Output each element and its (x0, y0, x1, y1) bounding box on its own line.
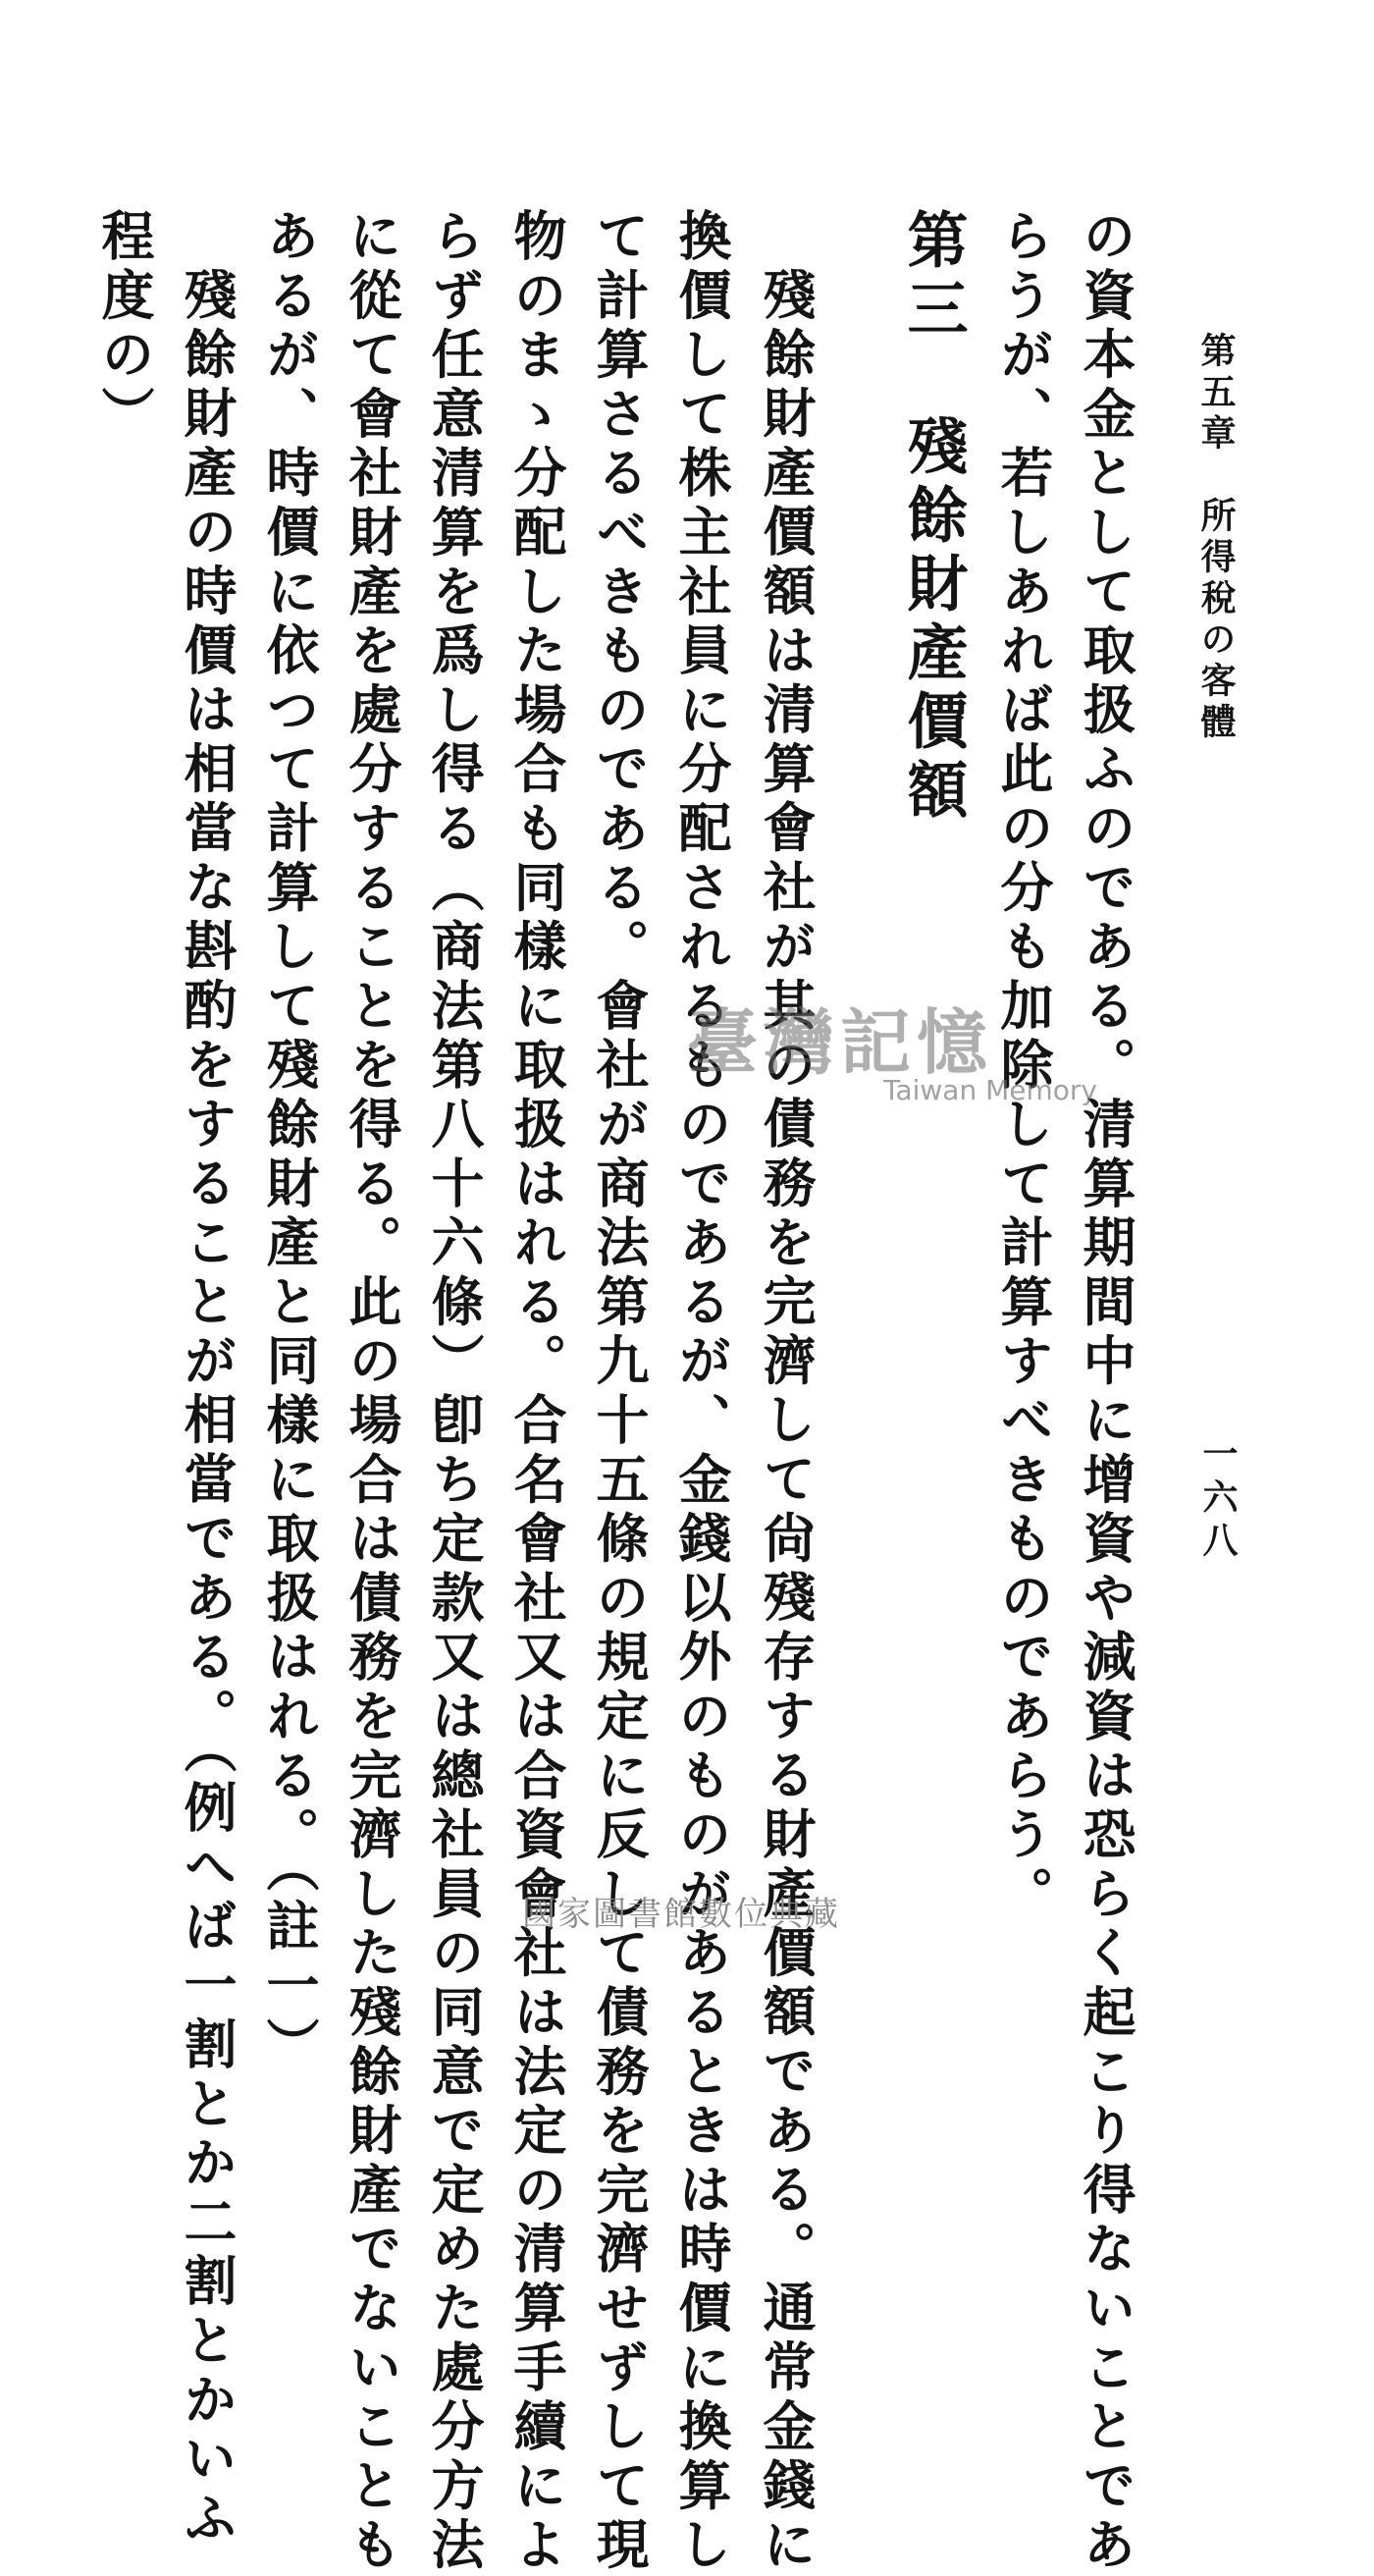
footer-credit: 國家圖書館數位典藏 (522, 1895, 840, 1934)
text-line: の資本金として取扱ふのである。清算期間中に增資や減資は恐らく起こり得ないことであ (1075, 208, 1137, 2576)
text-line: 換價して株主社員に分配されるものであるが、金錢以外のものがあるときは時價に換算し (670, 208, 733, 2576)
watermark-logo: 臺灣記憶 (687, 1000, 994, 1084)
text-line: て計算さるべきものである。會社が商法第九十五條の規定に反して債務を完濟せずして現 (588, 208, 651, 2576)
text-line: らうが、若しあれば此の分も加除して計算すべきものであらう。 (992, 208, 1055, 1925)
watermark-subtext: Taiwan Memory (883, 1074, 1097, 1106)
text-line: に從て會社財產を處分することを得る。此の場合は債務を完濟した殘餘財產でないことも (341, 208, 403, 2576)
page-number: 一六八 (1197, 1435, 1239, 1565)
text-line: 殘餘財產價額は清算會社が其の債務を完濟して尙殘存する財產價額である。通常金錢に (755, 267, 818, 2576)
running-header: 第五章 所得稅の客體 (1195, 332, 1237, 744)
text-line: あるが、時價に依つて計算して殘餘財產と同樣に取扱はれる。（註一） (258, 208, 321, 2076)
section-title: 第三 殘餘財產價額 (897, 208, 969, 827)
text-line: 程度の） (93, 208, 156, 446)
text-line: 物のまゝ分配した場合も同樣に取扱はれる。合名會社又は合資會社は法定の清算手續によ (505, 208, 568, 2576)
text-line: らず任意清算を爲し得る（商法第八十六條）卽ち定款又は總社員の同意で定めた處分方法 (423, 208, 486, 2576)
text-line: 殘餘財產の時價は相當な斟酌をすることが相當である。（例へば一割とか二割とかいふ (176, 267, 238, 2549)
